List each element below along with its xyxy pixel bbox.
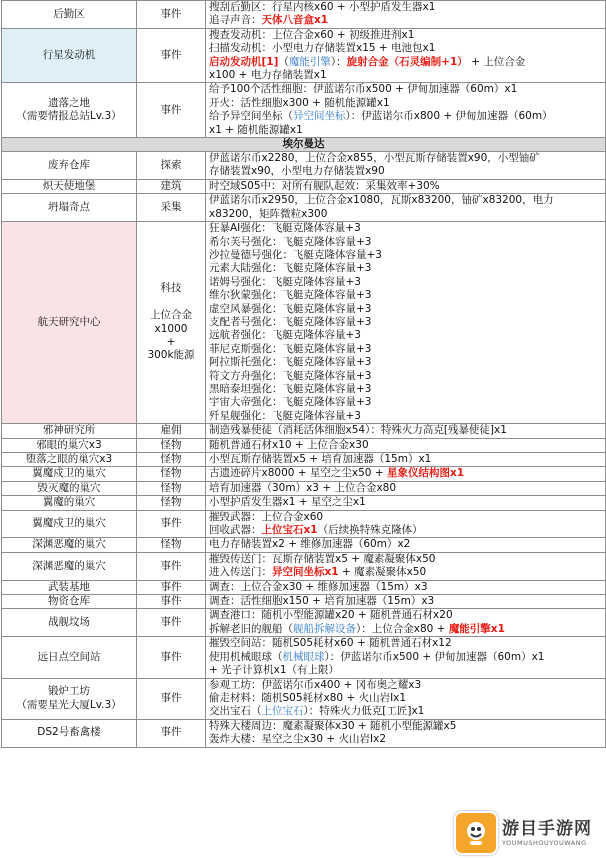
table-row [2, 467, 606, 481]
highlight-item: 魔能引擎x1 [448, 622, 505, 635]
reward-text: 给予异空间坐标（ [209, 110, 293, 123]
type-line [140, 296, 202, 309]
type-cell: 怪物 [137, 438, 206, 452]
reward-line: 狂暴AI强化：飞艇克隆体容量+3 [209, 222, 361, 235]
table-row [2, 152, 606, 180]
reward-text: 伊蓝诺尔币x2950，上位合金x1080，瓦斯x83200，铀矿x83200，电力 [209, 194, 554, 207]
reward-cell [206, 481, 606, 495]
reward-line: 虚空风暴强化：飞艇克隆体容量+3 [209, 302, 372, 315]
reward-line [209, 692, 602, 705]
reward-line: 沙拉曼德号强化：飞艇克隆体容量+3 [209, 248, 382, 261]
highlight-item: 旋射合金（石灵编制+1） [346, 55, 468, 68]
table-row [2, 83, 606, 138]
reward-line [209, 664, 602, 677]
table-row [2, 552, 606, 580]
table-row [2, 453, 606, 467]
reward-cell [206, 438, 606, 452]
location-text: （需要情报总站Lv.3） [16, 110, 122, 123]
type-cell: 怪物 [137, 481, 206, 495]
reward-cell [206, 595, 606, 609]
reward-line [209, 194, 602, 207]
watermark [454, 810, 602, 856]
reward-text: 伊蓝诺尔币x2280，上位合金x855，小型瓦斯存储装置x90，小型铀矿 [209, 152, 540, 165]
location-cell: 后勤区 [2, 1, 137, 29]
location-cell: 废弃仓库 [2, 152, 137, 180]
reward-cell [206, 83, 606, 138]
reward-line [209, 110, 602, 123]
reward-cell [206, 678, 606, 719]
reward-text: 使用机械眼球（ [209, 650, 283, 663]
reward-line: 远航者强化：飞艇克隆体容量+3 [209, 329, 361, 342]
reward-line [209, 467, 602, 480]
type-cell: 事件 [137, 609, 206, 637]
location-cell: 翼魔的巢穴 [2, 496, 137, 510]
reward-line [209, 165, 602, 178]
type-cell: 怪物 [137, 453, 206, 467]
reward-cell [206, 152, 606, 180]
highlight-item: 异空间坐标x1 [272, 566, 339, 579]
reward-cell [206, 552, 606, 580]
reward-text: 培育加速器（30m）x3 + 上位合金x80 [209, 481, 397, 494]
reward-line [209, 595, 602, 608]
type-line: 科技 [160, 282, 182, 295]
location-cell: 翼魔戍卫的巢穴 [2, 467, 137, 481]
location-cell: 炽天使地堡 [2, 179, 137, 193]
table-row [2, 595, 606, 609]
highlight-item: 星象仪结构图x1 [386, 467, 465, 480]
reward-line: 菲尼克斯强化：飞艇克隆体容量+3 [209, 342, 372, 355]
location-cell: 战舰坟场 [2, 609, 137, 637]
reward-line [209, 180, 602, 193]
location-cell: 行星发动机 [2, 28, 137, 83]
type-cell: 事件 [137, 83, 206, 138]
table-row [2, 719, 606, 747]
reward-line: 宇宙大帝强化：飞艇克隆体容量+3 [209, 396, 372, 409]
type-cell: 事件 [137, 719, 206, 747]
reward-text: 电力存储装置x2 + 维修加速器（60m）x2 [209, 538, 411, 551]
reward-cell [206, 179, 606, 193]
type-cell: 事件 [137, 510, 206, 538]
reward-text: x1 + 随机能源罐x1 [209, 123, 303, 136]
reward-cell [206, 538, 606, 552]
reward-text: + 魔素凝聚体x50 [338, 566, 427, 579]
reward-line [209, 14, 602, 27]
reward-text: ）：上位合金x80 + [356, 622, 449, 635]
type-line: 上位合金 [150, 309, 192, 322]
reward-line: 元素大陆强化：飞艇克隆体容量+3 [209, 262, 372, 275]
reward-text: ）：特殊火力低克[工匠]x1 [303, 705, 425, 718]
reward-line [209, 439, 602, 452]
table-row [2, 424, 606, 438]
reward-text: 随机普通石材x10 + 上位合金x30 [209, 438, 369, 451]
location-cell: 深渊恶魔的巢穴 [2, 538, 137, 552]
reward-cell [206, 194, 606, 222]
reward-line [209, 69, 602, 82]
reward-cell [206, 609, 606, 637]
location-cell: 远日点空间站 [2, 637, 137, 678]
reward-line: 支配者号强化：飞艇克隆体容量+3 [209, 315, 372, 328]
highlight-item: 启动发动机[1] [209, 55, 279, 68]
watermark-text: 游目手游网 [502, 818, 592, 839]
type-cell: 怪物 [137, 467, 206, 481]
reward-text: 进入传送门： [209, 566, 272, 579]
reward-text: x100 + 电力存储装置x1 [209, 69, 327, 82]
reward-text: 回收武器： [209, 524, 262, 537]
reward-line [209, 637, 602, 650]
reward-text: ）：伊蓝诺尔币x500 + 伊甸加速器（60m）x1 [324, 650, 545, 663]
table-row [2, 510, 606, 538]
table-row [2, 678, 606, 719]
reward-line [209, 566, 602, 579]
type-cell: 雇佣 [137, 424, 206, 438]
reward-text: 扫描发动机：小型电力存储装置x15 + 电池包x1 [209, 42, 436, 55]
reward-text: x83200，矩阵微粒x300 [209, 207, 328, 220]
location-cell: 深渊恶魔的巢穴 [2, 552, 137, 580]
reward-line [209, 29, 602, 42]
type-cell: 事件 [137, 595, 206, 609]
reward-cell [206, 496, 606, 510]
reward-line: 阿拉斯托强化：飞艇克隆体容量+3 [209, 356, 372, 369]
location-cell: 航天研究中心 [2, 222, 137, 424]
reward-text: ）： [330, 55, 347, 68]
location-cell [2, 678, 137, 719]
type-cell: 采集 [137, 194, 206, 222]
location-text: （需要星光大厦Lv.3） [16, 698, 122, 711]
type-cell [137, 222, 206, 424]
reward-cell [206, 719, 606, 747]
reward-text: 轰炸大楼：星空之尘x30 + 火山岩Ⅰx2 [209, 733, 387, 746]
table-row [2, 481, 606, 495]
reward-text: （ [278, 55, 289, 68]
watermark-logo-icon [454, 811, 498, 855]
reward-text: 偷走材料：随机S05耗材x80 + 火山岩Ⅰx1 [209, 691, 407, 704]
reward-text: 存储装置x90，小型电力存储装置x90 [209, 165, 385, 178]
reward-line [209, 538, 602, 551]
reward-line [209, 97, 602, 110]
section-header-row [2, 138, 606, 152]
highlight-item: 上位宝石x1 [261, 524, 318, 537]
reward-cell [206, 222, 606, 424]
reward-text: + 光子计算机x1（有上限） [209, 664, 340, 677]
reward-text: 调查港口：随机小型能源罐x20 + 随机普通石材x20 [209, 609, 453, 622]
type-cell: 建筑 [137, 179, 206, 193]
reward-text: ）：伊蓝诺尔币x800 + 伊甸加速器（60m） [345, 110, 553, 123]
reward-cell [206, 637, 606, 678]
reward-text: 给予100个活性细胞：伊蓝诺尔币x500 + 伊甸加速器（60m）x1 [209, 83, 518, 96]
reward-cell [206, 510, 606, 538]
reward-line [209, 453, 602, 466]
reward-line [209, 1, 602, 14]
reward-text: 摧毁传送门：瓦斯存储装置x5 + 魔素凝聚体x50 [209, 552, 436, 565]
location-cell: 毁灭魔的巢穴 [2, 481, 137, 495]
items-table [1, 0, 606, 748]
location-cell: 武装基地 [2, 580, 137, 594]
table-row [2, 194, 606, 222]
reward-text: 小型瓦斯存储装置x5 + 培育加速器（15m）x1 [209, 453, 432, 465]
table-row [2, 438, 606, 452]
location-cell: 邪神研究所 [2, 424, 137, 438]
reward-line [209, 482, 602, 495]
required-item: 舰船拆解设备 [293, 622, 356, 635]
type-cell: 事件 [137, 678, 206, 719]
reward-line [209, 609, 602, 622]
reward-text: 拆解老旧的舰船（ [209, 622, 293, 635]
type-line: + [166, 336, 176, 349]
reward-line [209, 42, 602, 55]
reward-cell [206, 424, 606, 438]
reward-text: 摧毁空间站：随机S05耗材x60 + 随机普通石材x12 [209, 637, 452, 650]
reward-text: 时空域S05中：对所有舰队起效：采集效率+30% [209, 179, 440, 192]
reward-line [209, 651, 602, 664]
reward-text: 搜刮后勤区：行星内核x60 + 小型护盾发生器x1 [209, 1, 436, 13]
required-item: 魔能引擎 [288, 55, 331, 68]
table-row [2, 609, 606, 637]
reward-line [209, 679, 602, 692]
watermark-subtext: YOUMUSHOUYOUWANG [502, 838, 587, 847]
reward-cell [206, 1, 606, 29]
reward-text: 开火：活性细胞x300 + 随机能源罐x1 [209, 96, 390, 109]
highlight-item: 天体八音盒x1 [261, 14, 329, 27]
reward-line: 希尔芙号强化：飞艇克隆体容量+3 [209, 235, 372, 248]
reward-cell [206, 453, 606, 467]
type-cell: 事件 [137, 580, 206, 594]
reward-line [209, 124, 602, 137]
location-cell: 物资仓库 [2, 595, 137, 609]
reward-line [209, 524, 602, 537]
table-row [2, 496, 606, 510]
reward-text: 摧毁武器：上位合金x60 [209, 510, 324, 523]
reward-line [209, 208, 602, 221]
table-row [2, 28, 606, 83]
reward-line: 维尔狄蒙强化：飞艇克隆体容量+3 [209, 289, 372, 302]
type-cell: 事件 [137, 637, 206, 678]
reward-line [209, 152, 602, 165]
reward-line [209, 733, 602, 746]
type-cell: 探索 [137, 152, 206, 180]
type-cell: 事件 [137, 28, 206, 83]
reward-text: 调查：活性细胞x150 + 培育加速器（15m）x3 [209, 595, 435, 608]
reward-text: 参观工坊：伊蓝诺尔币x400 + 冈布奥之耀x3 [209, 678, 422, 691]
reward-cell [206, 28, 606, 83]
reward-line: 符文方舟强化：飞艇克隆体容量+3 [209, 369, 372, 382]
table-row [2, 1, 606, 29]
reward-line: 诺姆号强化：飞艇克隆体容量+3 [209, 275, 361, 288]
reward-line [209, 720, 602, 733]
reward-line [209, 553, 602, 566]
type-line: x1000 [154, 322, 188, 335]
required-item: 机械眼球 [282, 650, 325, 663]
reward-text: 小型护盾发生器x1 + 星空之尘x1 [209, 496, 366, 509]
reward-line [209, 424, 602, 437]
reward-line [209, 705, 602, 718]
reward-text: 调查：上位合金x30 + 维修加速器（15m）x3 [209, 580, 428, 593]
reward-line [209, 496, 602, 509]
reward-text: 交出宝石（ [209, 705, 262, 718]
reward-text: 特殊大楼周边：魔素凝聚体x30 + 随机小型能源罐x5 [209, 719, 457, 732]
reward-cell [206, 580, 606, 594]
location-text: 遗落之地 [48, 96, 90, 109]
location-cell: 邪眼的巢穴x3 [2, 438, 137, 452]
reward-line [209, 511, 602, 524]
location-cell: 坍塌奇点 [2, 194, 137, 222]
type-cell: 怪物 [137, 538, 206, 552]
table-row [2, 222, 606, 424]
required-item: 上位宝石 [261, 705, 304, 718]
table-row [2, 580, 606, 594]
location-cell: 翼魔戍卫的巢穴 [2, 510, 137, 538]
table-row [2, 538, 606, 552]
type-cell: 事件 [137, 552, 206, 580]
reward-text: 追寻声音： [209, 14, 262, 27]
location-text: 锻炉工坊 [48, 685, 90, 698]
reward-text: 制造残暴使徒（消耗活体细胞x54）：特殊火力高克[残暴使徒]x1 [209, 424, 507, 437]
reward-line: 黑暗泰坦强化：飞艇克隆体容量+3 [209, 382, 372, 395]
type-cell: 事件 [137, 1, 206, 29]
reward-line [209, 581, 602, 594]
table-row [2, 179, 606, 193]
reward-text: （后续换特殊克隆体） [317, 524, 423, 537]
type-line: 300k能源 [147, 349, 195, 362]
type-cell: 怪物 [137, 496, 206, 510]
reward-text: + 上位合金 [467, 55, 526, 68]
reward-text: 古遗迹碎片x8000 + 星空之尘x50 + [209, 467, 387, 480]
reward-cell [206, 467, 606, 481]
reward-line [209, 56, 602, 69]
required-item: 异空间坐标 [293, 110, 346, 123]
location-cell: DS2号畜禽楼 [2, 719, 137, 747]
location-cell: 堕落之眼的巢穴x3 [2, 453, 137, 467]
reward-line [209, 83, 602, 96]
location-cell [2, 83, 137, 138]
section-title: 埃尔曼达 [2, 138, 606, 152]
reward-line: 歼星舰强化：飞艇克隆体容量+3 [209, 409, 361, 422]
table-row [2, 637, 606, 678]
reward-line [209, 623, 602, 636]
reward-text: 搜查发动机：上位合金x60 + 初级推进剂x1 [209, 28, 415, 41]
